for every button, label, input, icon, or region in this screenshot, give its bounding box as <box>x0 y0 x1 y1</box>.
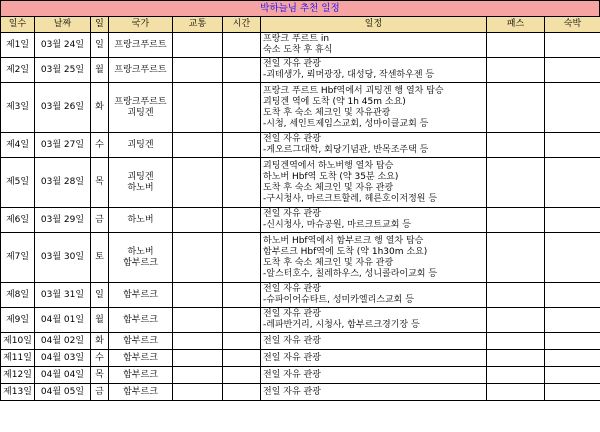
schedule-line: -괴테생가, 뢰머광장, 대성당, 작센하우젠 등 <box>263 70 435 80</box>
time-cell <box>223 283 261 308</box>
schedule-line: 괴팅겐역에서 하노버행 열차 탑승 <box>263 160 394 171</box>
time-cell <box>223 333 261 350</box>
schedule-cell <box>261 233 487 283</box>
schedule-line: 전일 자유 관광 <box>263 284 321 294</box>
schedule-line: 도착 후 숙소 체크인 및 자유관광 <box>263 107 391 118</box>
date-cell: 04월 01일 <box>35 308 91 333</box>
schedule-line: -게오르그대학, 회당기념관, 반목조주택 등 <box>263 145 429 155</box>
table-row <box>1 333 600 350</box>
pass-cell <box>487 367 545 384</box>
place-cell <box>109 58 173 83</box>
schedule-line: 도착 후 숙소 체크인 및 자유 관광 <box>263 182 394 193</box>
time-cell <box>223 350 261 367</box>
header-row <box>1 17 600 33</box>
day-cell: 제2일 <box>1 58 35 83</box>
schedule-line: 전일 자유 관광 <box>263 59 321 69</box>
place-cell <box>109 283 173 308</box>
pass-cell <box>487 308 545 333</box>
place-line: 괴팅겐 <box>127 171 154 182</box>
header-pass: 패스 <box>487 17 545 33</box>
pass-cell <box>487 350 545 367</box>
weekday-cell: 목 <box>91 367 109 384</box>
place-cell <box>109 350 173 367</box>
transport-cell <box>173 158 223 208</box>
pass-cell <box>487 158 545 208</box>
transport-cell <box>173 308 223 333</box>
date-cell: 03월 28일 <box>35 158 91 208</box>
day-cell: 제8일 <box>1 283 35 308</box>
table-row <box>1 384 600 401</box>
date-cell: 03월 31일 <box>35 283 91 308</box>
date-cell: 04월 04일 <box>35 367 91 384</box>
schedule-cell <box>261 208 487 233</box>
place-line: 하노버 <box>127 214 154 225</box>
table-row <box>1 33 600 58</box>
header-place: 국가 <box>109 17 173 33</box>
place-line: 함부르크 <box>123 335 158 346</box>
schedule-cell <box>261 83 487 133</box>
schedule-line: 전일 자유 관광 <box>263 386 321 397</box>
time-cell <box>223 83 261 133</box>
transport-cell <box>173 350 223 367</box>
schedule-line: 숙소 도착 후 휴식 <box>263 45 333 55</box>
header-date: 날짜 <box>35 17 91 33</box>
time-cell <box>223 308 261 333</box>
itinerary-table <box>0 16 600 401</box>
weekday-cell: 월 <box>91 58 109 83</box>
time-cell <box>223 133 261 158</box>
weekday-cell: 토 <box>91 233 109 283</box>
lodging-cell <box>545 158 600 208</box>
schedule-cell <box>261 58 487 83</box>
header-transport: 교통 <box>173 17 223 33</box>
lodging-cell <box>545 133 600 158</box>
pass-cell <box>487 58 545 83</box>
transport-cell <box>173 133 223 158</box>
header-weekday: 일 <box>91 17 109 33</box>
table-row <box>1 133 600 158</box>
schedule-cell <box>261 283 487 308</box>
table-row <box>1 208 600 233</box>
table-row <box>1 233 600 283</box>
transport-cell <box>173 333 223 350</box>
lodging-cell <box>545 283 600 308</box>
weekday-cell: 일 <box>91 283 109 308</box>
day-cell: 제6일 <box>1 208 35 233</box>
time-cell <box>223 367 261 384</box>
schedule-line: 전일 자유 관광 <box>263 335 321 346</box>
schedule-line: 전일 자유 관광 <box>263 309 321 319</box>
schedule-cell <box>261 158 487 208</box>
table-row <box>1 308 600 333</box>
lodging-cell <box>545 367 600 384</box>
table-row <box>1 58 600 83</box>
lodging-cell <box>545 233 600 283</box>
day-cell: 제9일 <box>1 308 35 333</box>
header-time: 시간 <box>223 17 261 33</box>
place-line: 프랑크푸르트 <box>114 64 167 75</box>
place-cell <box>109 158 173 208</box>
weekday-cell: 화 <box>91 333 109 350</box>
day-cell: 제1일 <box>1 33 35 58</box>
transport-cell <box>173 208 223 233</box>
lodging-cell <box>545 350 600 367</box>
sheet-title: 박하늘님 추천 일정 <box>0 0 600 16</box>
transport-cell <box>173 367 223 384</box>
weekday-cell: 수 <box>91 133 109 158</box>
table-row <box>1 158 600 208</box>
place-line: 괴팅겐 <box>127 107 154 118</box>
day-cell: 제13일 <box>1 384 35 401</box>
place-line: 함부르크 <box>123 257 158 268</box>
lodging-cell <box>545 33 600 58</box>
place-line: 함부르크 <box>123 352 158 363</box>
place-line: 하노버 <box>127 246 154 257</box>
pass-cell <box>487 208 545 233</box>
place-line: 함부르크 <box>123 369 158 380</box>
header-day: 일수 <box>1 17 35 33</box>
lodging-cell <box>545 384 600 401</box>
date-cell: 03월 30일 <box>35 233 91 283</box>
transport-cell <box>173 233 223 283</box>
date-cell: 03월 25일 <box>35 58 91 83</box>
transport-cell <box>173 384 223 401</box>
pass-cell <box>487 133 545 158</box>
place-cell <box>109 384 173 401</box>
day-cell: 제3일 <box>1 83 35 133</box>
weekday-cell: 수 <box>91 350 109 367</box>
date-cell: 04월 02일 <box>35 333 91 350</box>
schedule-line: -신시청사, 마슈공원, 마르크트교회 등 <box>263 220 411 230</box>
place-line: 함부르크 <box>123 386 158 397</box>
date-cell: 03월 27일 <box>35 133 91 158</box>
table-row <box>1 283 600 308</box>
pass-cell <box>487 333 545 350</box>
place-line: 프랑크푸르트 <box>114 39 167 50</box>
place-cell <box>109 308 173 333</box>
weekday-cell: 금 <box>91 384 109 401</box>
place-line: 하노버 <box>127 182 154 193</box>
day-cell: 제12일 <box>1 367 35 384</box>
schedule-line: 하노버 Hbf역 도착 (약 35분 소요) <box>263 171 399 182</box>
pass-cell <box>487 33 545 58</box>
weekday-cell: 일 <box>91 33 109 58</box>
schedule-line: -슈파이어슈타트, 성미카엘리스교회 등 <box>263 295 414 305</box>
schedule-line: 도착 후 숙소 체크인 및 자유 관광 <box>263 257 394 268</box>
transport-cell <box>173 33 223 58</box>
date-cell: 03월 26일 <box>35 83 91 133</box>
lodging-cell <box>545 83 600 133</box>
schedule-cell <box>261 33 487 58</box>
schedule-line: -시청, 세인트제임스교회, 성마이클교회 등 <box>263 118 429 129</box>
date-cell: 04월 03일 <box>35 350 91 367</box>
place-cell <box>109 367 173 384</box>
pass-cell <box>487 233 545 283</box>
place-line: 함부르크 <box>123 289 158 300</box>
weekday-cell: 화 <box>91 83 109 133</box>
time-cell <box>223 58 261 83</box>
schedule-line: 전일 자유 관광 <box>263 352 321 363</box>
time-cell <box>223 158 261 208</box>
header-lodging: 숙박 <box>545 17 600 33</box>
place-line: 프랑크푸르트 <box>114 96 167 107</box>
schedule-cell <box>261 367 487 384</box>
schedule-line: 프랑크 푸르트 in <box>263 34 330 44</box>
lodging-cell <box>545 308 600 333</box>
schedule-cell <box>261 133 487 158</box>
schedule-line: 프랑크 푸르트 Hbf역에서 괴팅겐 행 열차 탑승 <box>263 85 444 96</box>
time-cell <box>223 233 261 283</box>
table-row <box>1 350 600 367</box>
weekday-cell: 목 <box>91 158 109 208</box>
place-line: 괴팅겐 <box>127 139 154 150</box>
schedule-line: -레파반거리, 시청사, 함부르크경기장 등 <box>263 320 420 330</box>
schedule-cell <box>261 308 487 333</box>
pass-cell <box>487 384 545 401</box>
schedule-line: 함부르크 Hbf역에 도착 (약 1h30m 소요) <box>263 246 428 257</box>
date-cell: 03월 29일 <box>35 208 91 233</box>
schedule-line: -구시청사, 마르크트할레, 헤른호이저정원 등 <box>263 193 438 204</box>
pass-cell <box>487 283 545 308</box>
day-cell: 제7일 <box>1 233 35 283</box>
place-cell <box>109 233 173 283</box>
day-cell: 제10일 <box>1 333 35 350</box>
itinerary-rows <box>1 33 600 401</box>
pass-cell <box>487 83 545 133</box>
schedule-line: 전일 자유 관광 <box>263 134 321 144</box>
transport-cell <box>173 58 223 83</box>
lodging-cell <box>545 333 600 350</box>
schedule-cell <box>261 333 487 350</box>
time-cell <box>223 208 261 233</box>
weekday-cell: 월 <box>91 308 109 333</box>
day-cell: 제5일 <box>1 158 35 208</box>
transport-cell <box>173 283 223 308</box>
place-cell <box>109 83 173 133</box>
schedule-cell <box>261 350 487 367</box>
schedule-line: 괴팅겐 역에 도착 (약 1h 45m 소요) <box>263 96 406 107</box>
schedule-cell <box>261 384 487 401</box>
day-cell: 제11일 <box>1 350 35 367</box>
date-cell: 03월 24일 <box>35 33 91 58</box>
place-line: 함부르크 <box>123 314 158 325</box>
schedule-line: -알스터호수, 칠레하우스, 성니콜라이교회 등 <box>263 268 438 279</box>
schedule-line: 전일 자유 관광 <box>263 209 321 219</box>
place-cell <box>109 133 173 158</box>
transport-cell <box>173 83 223 133</box>
time-cell <box>223 384 261 401</box>
place-cell <box>109 333 173 350</box>
place-cell <box>109 33 173 58</box>
lodging-cell <box>545 58 600 83</box>
schedule-line: 전일 자유 관광 <box>263 369 321 380</box>
time-cell <box>223 33 261 58</box>
day-cell: 제4일 <box>1 133 35 158</box>
schedule-line: 하노버 Hbf역에서 함부르크 행 열차 탑승 <box>263 235 424 246</box>
weekday-cell: 금 <box>91 208 109 233</box>
table-row <box>1 367 600 384</box>
header-schedule: 일정 <box>261 17 487 33</box>
place-cell <box>109 208 173 233</box>
table-row <box>1 83 600 133</box>
date-cell: 04월 05일 <box>35 384 91 401</box>
lodging-cell <box>545 208 600 233</box>
